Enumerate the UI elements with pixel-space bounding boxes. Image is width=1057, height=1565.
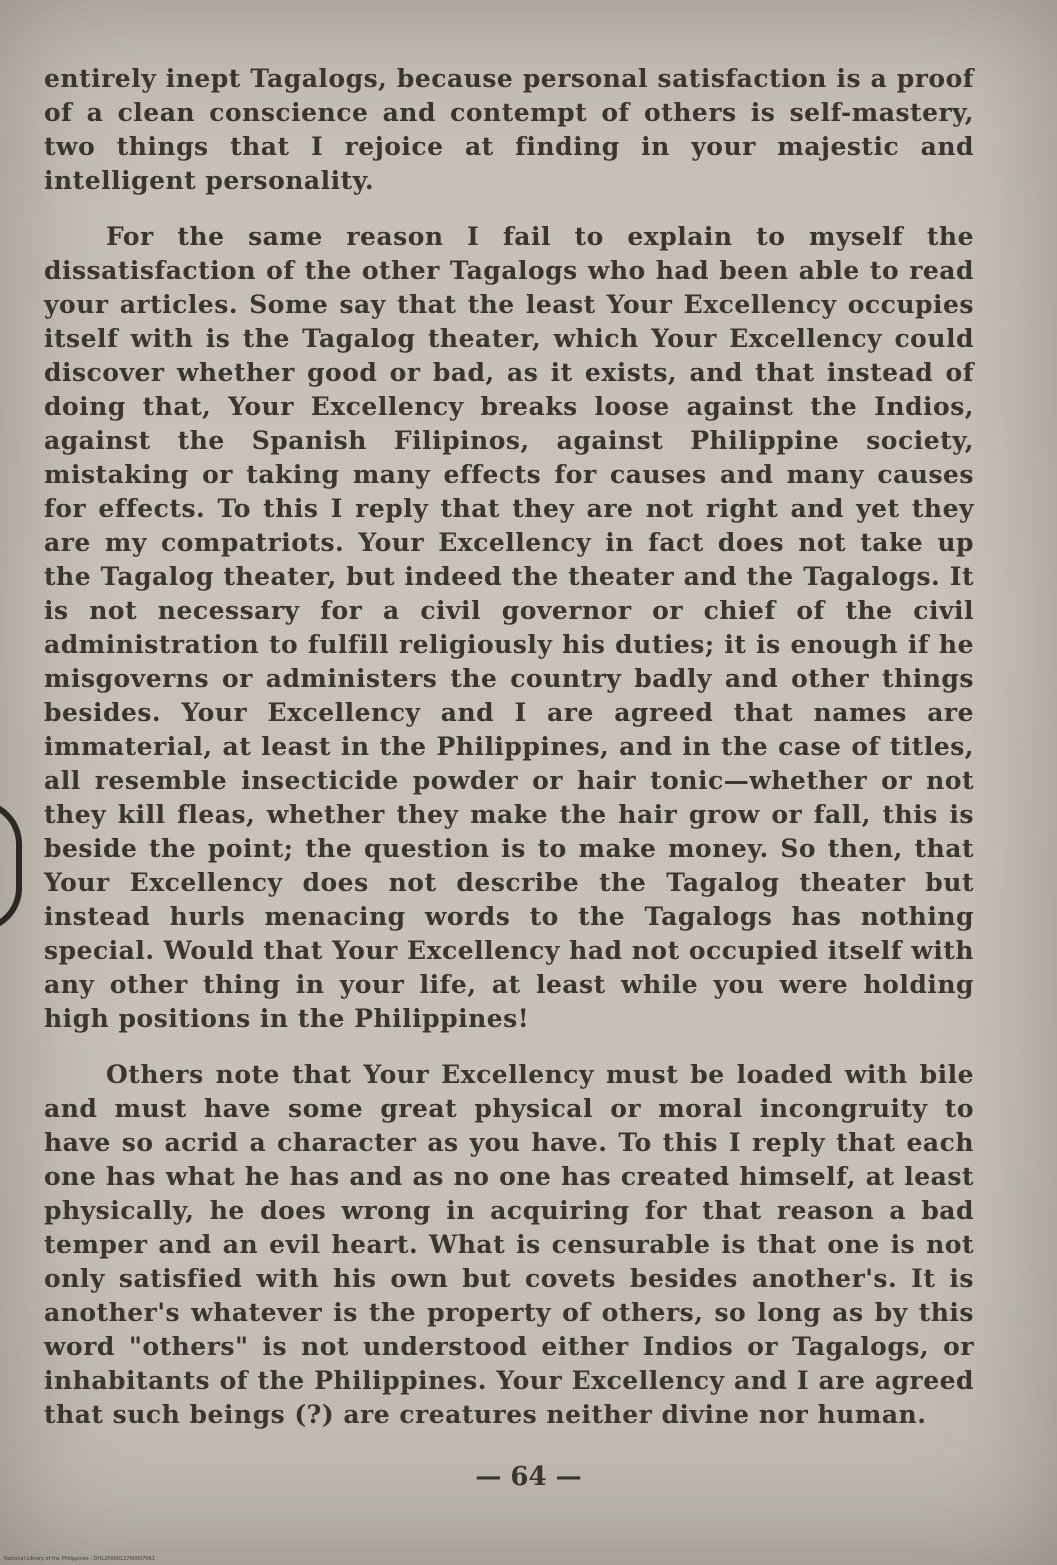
- paragraph-2: For the same reason I fail to explain to myself the dissatisfaction of the other Tagalogs who had been able to read your articles. Some say that the least Your Excellency occupies itself with is the Tagalog theater, which Your Excellency could discover whether good or bad, as it exists, and that instead of doing that, Your Excellency breaks loose against the Indios, against the Spanish Filipinos, against Philippine society, mistaking or taking many effects for causes and many causes for effects. To this I reply that they are not right and yet they are my compatriots. Your Excellency in fact does not take up the Tagalog theater, but indeed the theater and the Tagalogs. It is not necessary for a civil governor or chief of the civil administration to fulfill religiously his duties; it is enough if he misgoverns or administers the country badly and other things besides. Your Excellency and I are agreed that names are immaterial, at least in the Philippines, and in the case of titles, all resemble insecticide powder or hair tonic—whether or not they kill fleas, whether they make the hair grow or fall, this is beside the point; the question is to make money. So then, that Your Excellency does not describe the Tagalog theater but instead hurls menacing words to the Tagalogs has nothing special. Would that Your Excellency had not occupied itself with any other thing in your life, at least while you were holding high positions in the Philippines!: [44, 222, 974, 1033]
- paragraph-3: Others note that Your Excellency must be loaded with bile and must have some great physical or moral incongruity to have so acrid a character as you have. To this I reply that each one has what he has and as no one has created himself, at least physically, he does wrong in acquiring for that reason a bad temper and an evil heart. What is censurable is that one is not only satisfied with his own but covets besides another's. It is another's whatever is the property of others, so long as by this word "others" is not understood either Indios or Tagalogs, or inhabitants of the Philippines. Your Excellency and I are agreed that such beings (?) are creatures neither divine nor human.: [44, 1060, 974, 1429]
- paragraph-1: entirely inept Tagalogs, because personal satisfaction is a proof of a clean conscience and contempt of others is self-mastery, two things that I rejoice at finding in your majestic and intelligent personality.: [44, 64, 974, 195]
- binding-clip: [0, 800, 22, 932]
- body-text: [44, 62, 974, 1454]
- footer-credit: National Library of the Philippines · DH12P00012700007061: [4, 1556, 155, 1562]
- page-number: — 64 —: [475, 1462, 582, 1492]
